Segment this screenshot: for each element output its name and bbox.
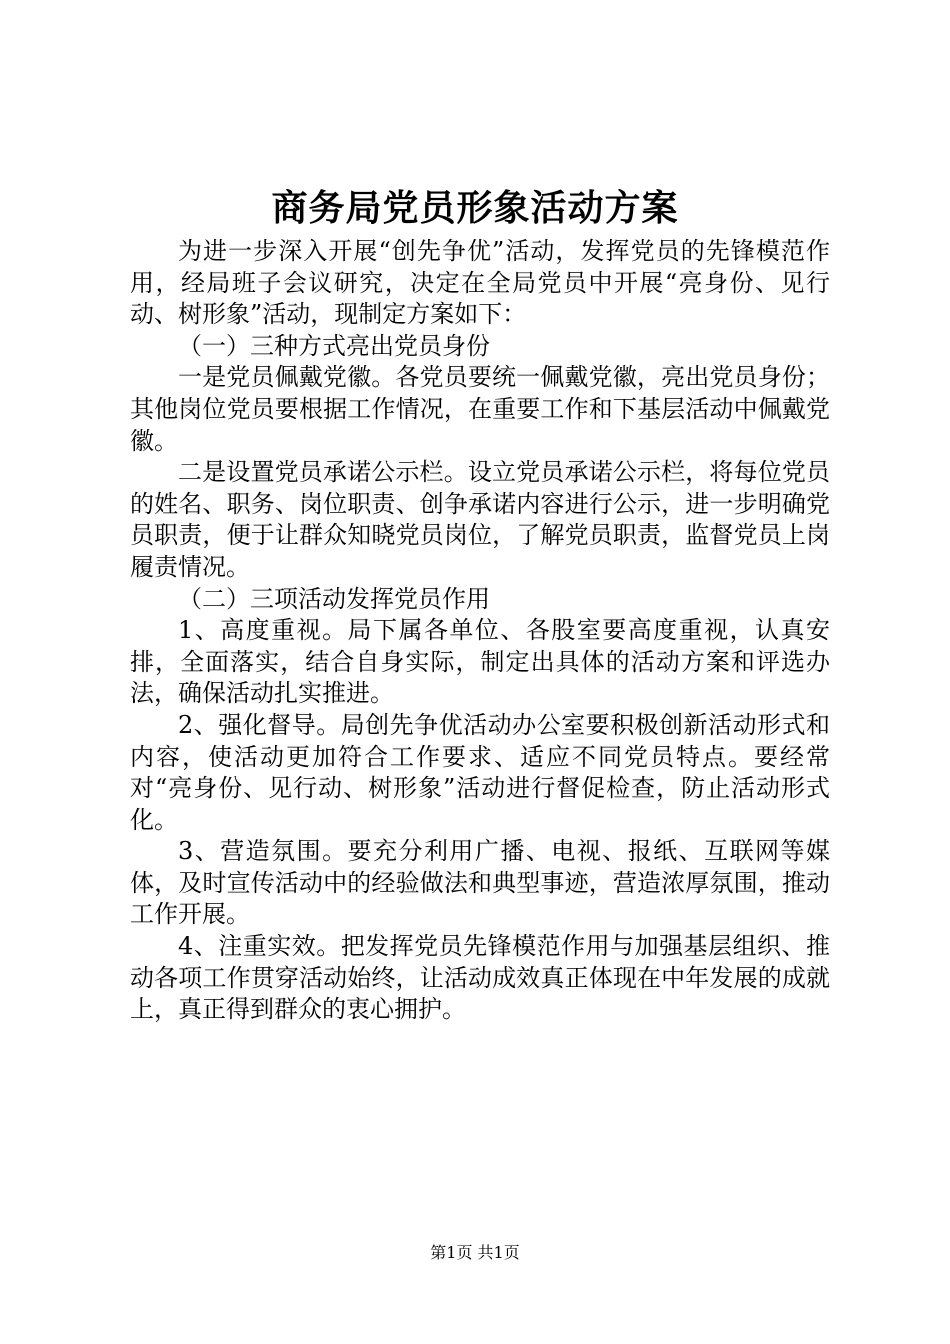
paragraph-item-4: 4、注重实效。把发挥党员先锋模范作用与加强基层组织、推动各项工作贯穿活动始终，让活动成效真正体现在中年发展的成就上，真正得到群众的衷心拥护。 [130, 932, 830, 1024]
paragraph-notice-board: 二是设置党员承诺公示栏。设立党员承诺公示栏，将每位党员的姓名、职务、岗位职责、创争承诺内容进行公示，进一步明确党员职责，便于让群众知晓党员岗位，了解党员职责，监督党员上岗履责情况。 [130, 458, 830, 581]
document-title: 商务局党员形象活动方案 [271, 187, 679, 229]
paragraph-item-2: 2、强化督导。局创先争优活动办公室要积极创新活动形式和内容，使活动更加符合工作要求、适应不同党员特点。要经常对“亮身份、见行动、树形象”活动进行督促检查，防止活动形式化。 [130, 710, 830, 834]
document-body [130, 236, 830, 1026]
section-heading-1: （一）三种方式亮出党员身份 [178, 331, 490, 360]
page-number-footer: 第1页 共1页 [430, 1243, 520, 1262]
section-heading-2: （二）三项活动发挥党员作用 [178, 584, 490, 613]
paragraph-item-1: 1、高度重视。局下属各单位、各股室要高度重视，认真安排，全面落实，结合自身实际，制定出具体的活动方案和评选办法，确保活动扎实推进。 [130, 616, 830, 708]
paragraph-badge: 一是党员佩戴党徽。各党员要统一佩戴党徽，亮出党员身份；其他岗位党员要根据工作情况，在重要工作和下基层活动中佩戴党徽。 [130, 363, 830, 455]
paragraph-item-3: 3、营造氛围。要充分利用广播、电视、报纸、互联网等媒体，及时宣传活动中的经验做法和典型事迹，营造浓厚氛围，推动工作开展。 [130, 837, 830, 929]
intro-paragraph: 为进一步深入开展“创先争优”活动，发挥党员的先锋模范作用，经局班子会议研究，决定在全局党员中开展“亮身份、见行动、树形象”活动，现制定方案如下： [130, 237, 830, 329]
